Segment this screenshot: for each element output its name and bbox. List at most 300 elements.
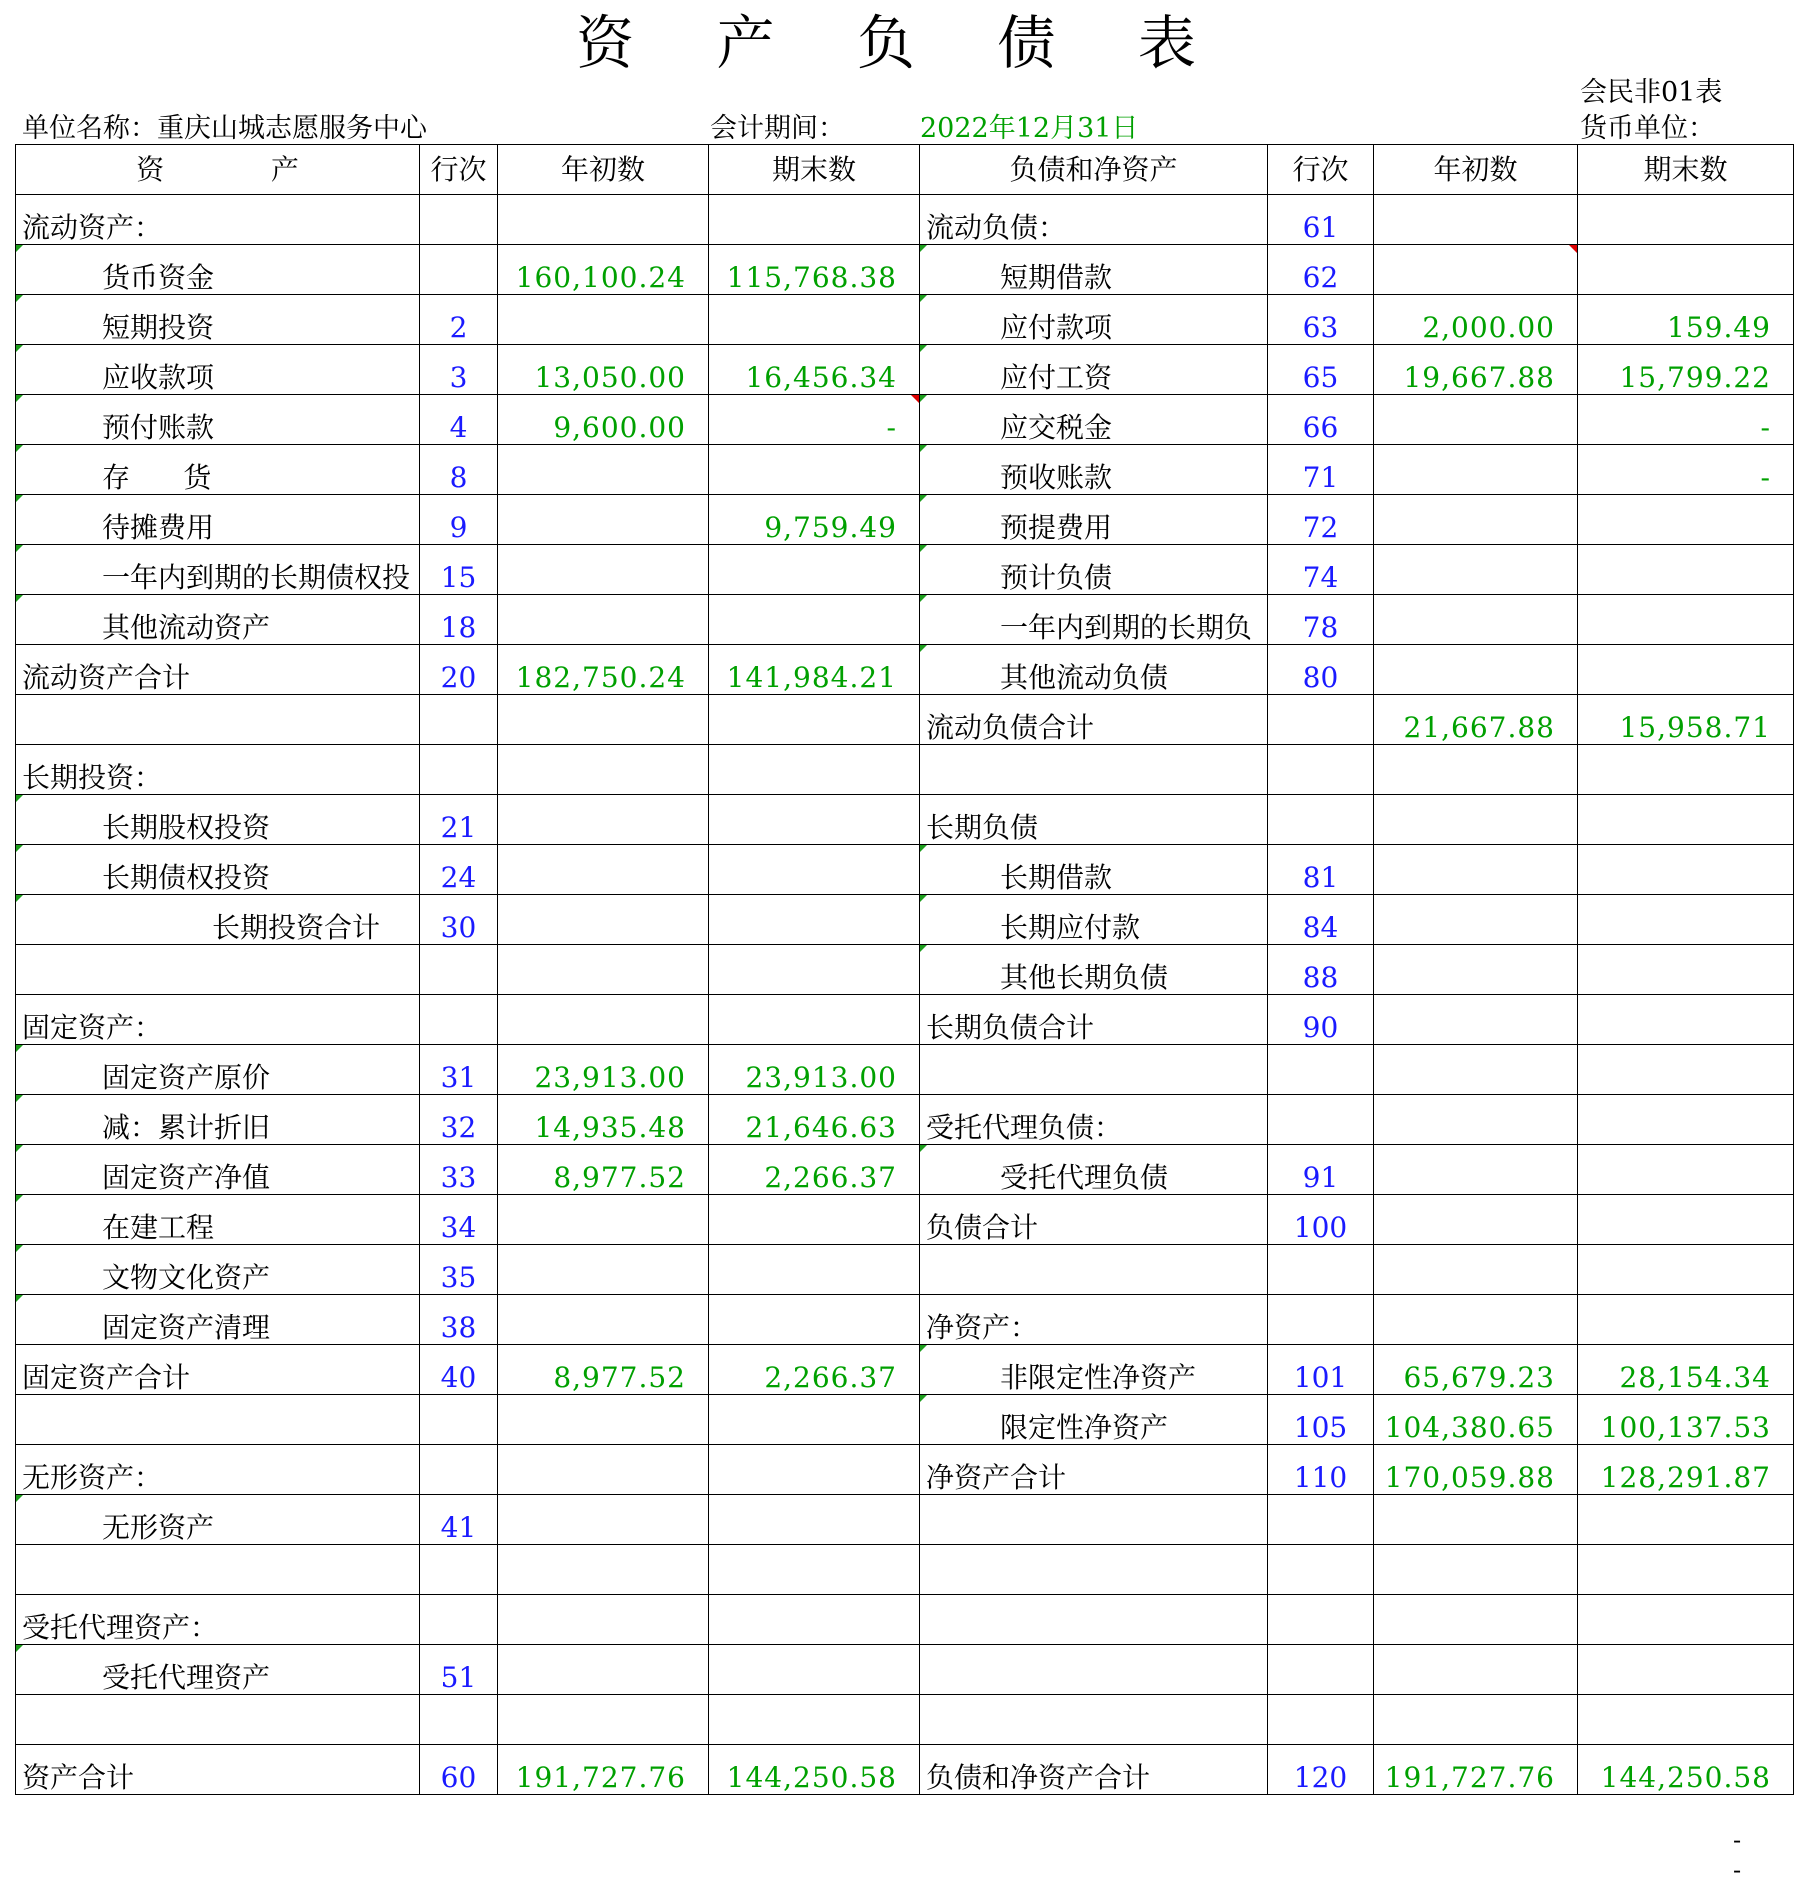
asset-row-no: 32 (420, 1095, 498, 1145)
header-begin: 年初数 (498, 145, 709, 195)
asset-label: 应收款项 (16, 345, 420, 395)
liability-begin-value (1374, 1545, 1578, 1595)
asset-begin-value: 13,050.00 (498, 345, 709, 395)
asset-end-value (709, 795, 920, 845)
asset-label (16, 1545, 420, 1595)
unit-name: 单位名称：重庆山城志愿服务中心 (22, 113, 427, 144)
asset-label: 长期债权投资 (16, 845, 420, 895)
asset-row-no (420, 695, 498, 745)
table-row (16, 1095, 1794, 1145)
asset-label: 无形资产： (16, 1445, 420, 1495)
header-end: 期末数 (709, 145, 920, 195)
asset-row-no: 4 (420, 395, 498, 445)
table-row (16, 995, 1794, 1045)
liability-end-value (1578, 1495, 1794, 1545)
liability-label: 预收账款 (920, 445, 1268, 495)
asset-begin-value (498, 445, 709, 495)
asset-label: 其他流动资产 (16, 595, 420, 645)
asset-end-value: 144,250.58 (709, 1745, 920, 1795)
asset-end-value: - (709, 395, 920, 445)
form-code: 会民非01表 (1580, 77, 1723, 108)
asset-row-no: 15 (420, 545, 498, 595)
asset-row-no: 3 (420, 345, 498, 395)
liability-begin-value (1374, 1245, 1578, 1295)
table-row (16, 595, 1794, 645)
header-row-no: 行次 (420, 145, 498, 195)
asset-row-no (420, 1545, 498, 1595)
liability-row-no (1268, 795, 1374, 845)
liability-begin-value (1374, 1695, 1578, 1745)
table-row (16, 1245, 1794, 1295)
asset-label: 长期投资合计 (16, 895, 420, 945)
asset-end-value (709, 1445, 920, 1495)
asset-begin-value: 8,977.52 (498, 1145, 709, 1195)
asset-begin-value (498, 1695, 709, 1745)
asset-row-no (420, 195, 498, 245)
asset-begin-value (498, 1545, 709, 1595)
liability-end-value (1578, 1695, 1794, 1745)
liability-label: 净资产合计 (920, 1445, 1268, 1495)
liability-begin-value (1374, 1495, 1578, 1545)
liability-end-value (1578, 1645, 1794, 1695)
asset-begin-value (498, 495, 709, 545)
table-row (16, 645, 1794, 695)
page-title: 资 产 负 债 表 (576, 9, 1228, 77)
liability-row-no: 105 (1268, 1395, 1374, 1445)
liability-label (920, 1645, 1268, 1695)
asset-begin-value: 8,977.52 (498, 1345, 709, 1395)
asset-end-value (709, 995, 920, 1045)
liability-end-value (1578, 1295, 1794, 1345)
asset-begin-value (498, 1495, 709, 1545)
liability-begin-value (1374, 645, 1578, 695)
asset-label: 一年内到期的长期债权投 (16, 545, 420, 595)
liability-label: 其他长期负债 (920, 945, 1268, 995)
asset-end-value (709, 695, 920, 745)
trailing-dash: - (1733, 1856, 1742, 1884)
liability-begin-value (1374, 895, 1578, 945)
asset-end-value: 141,984.21 (709, 645, 920, 695)
asset-begin-value (498, 695, 709, 745)
asset-label: 货币资金 (16, 245, 420, 295)
liability-end-value (1578, 645, 1794, 695)
liability-end-value (1578, 995, 1794, 1045)
asset-row-no: 20 (420, 645, 498, 695)
liability-label: 流动负债合计 (920, 695, 1268, 745)
liability-row-no: 88 (1268, 945, 1374, 995)
liability-begin-value: 2,000.00 (1374, 295, 1578, 345)
asset-begin-value: 23,913.00 (498, 1045, 709, 1095)
asset-label: 长期股权投资 (16, 795, 420, 845)
asset-end-value (709, 195, 920, 245)
period-value: 2022年12月31日 (920, 113, 1139, 144)
liability-row-no: 84 (1268, 895, 1374, 945)
asset-label: 在建工程 (16, 1195, 420, 1245)
liability-label: 预提费用 (920, 495, 1268, 545)
asset-begin-value (498, 1245, 709, 1295)
asset-end-value (709, 945, 920, 995)
liability-label: 负债和净资产合计 (920, 1745, 1268, 1795)
liability-end-value: 15,799.22 (1578, 345, 1794, 395)
asset-row-no: 31 (420, 1045, 498, 1095)
liability-label: 短期借款 (920, 245, 1268, 295)
liability-end-value (1578, 745, 1794, 795)
asset-row-no: 35 (420, 1245, 498, 1295)
liability-row-no: 66 (1268, 395, 1374, 445)
asset-row-no: 21 (420, 795, 498, 845)
table-row (16, 845, 1794, 895)
asset-end-value (709, 295, 920, 345)
liability-begin-value (1374, 595, 1578, 645)
liability-begin-value: 65,679.23 (1374, 1345, 1578, 1395)
liability-label (920, 1545, 1268, 1595)
liability-end-value: - (1578, 445, 1794, 495)
liability-row-no: 120 (1268, 1745, 1374, 1795)
header-row-no-2: 行次 (1268, 145, 1374, 195)
liability-label: 净资产： (920, 1295, 1268, 1345)
asset-end-value (709, 1695, 920, 1745)
asset-begin-value: 182,750.24 (498, 645, 709, 695)
liability-row-no: 72 (1268, 495, 1374, 545)
liability-begin-value (1374, 245, 1578, 295)
liability-label (920, 1595, 1268, 1645)
liability-label: 非限定性净资产 (920, 1345, 1268, 1395)
asset-row-no (420, 1445, 498, 1495)
liability-label: 长期应付款 (920, 895, 1268, 945)
asset-end-value: 9,759.49 (709, 495, 920, 545)
asset-label: 受托代理资产： (16, 1595, 420, 1645)
asset-row-no: 34 (420, 1195, 498, 1245)
trailing-dash: - (1733, 1826, 1742, 1854)
liability-row-no (1268, 1495, 1374, 1545)
asset-row-no: 8 (420, 445, 498, 495)
liability-row-no: 101 (1268, 1345, 1374, 1395)
asset-end-value (709, 1595, 920, 1645)
liability-row-no (1268, 1645, 1374, 1695)
liability-begin-value (1374, 995, 1578, 1045)
table-row (16, 195, 1794, 245)
table-row (16, 445, 1794, 495)
liability-row-no: 61 (1268, 195, 1374, 245)
liability-label: 预计负债 (920, 545, 1268, 595)
table-row (16, 695, 1794, 745)
asset-label: 受托代理资产 (16, 1645, 420, 1695)
liability-end-value: 28,154.34 (1578, 1345, 1794, 1395)
asset-begin-value (498, 845, 709, 895)
asset-begin-value (498, 895, 709, 945)
table-row (16, 1545, 1794, 1595)
liability-row-no: 63 (1268, 295, 1374, 345)
liability-label: 应付工资 (920, 345, 1268, 395)
liability-end-value (1578, 1195, 1794, 1245)
header-assets: 资 产 (16, 145, 420, 195)
liability-row-no: 74 (1268, 545, 1374, 595)
liability-begin-value (1374, 395, 1578, 445)
asset-end-value: 2,266.37 (709, 1145, 920, 1195)
liability-label (920, 1045, 1268, 1095)
table-row (16, 545, 1794, 595)
table-row (16, 895, 1794, 945)
liability-end-value (1578, 495, 1794, 545)
asset-label: 文物文化资产 (16, 1245, 420, 1295)
table-row (16, 1195, 1794, 1245)
asset-end-value (709, 1195, 920, 1245)
table-row (16, 495, 1794, 545)
liability-end-value (1578, 795, 1794, 845)
liability-end-value (1578, 245, 1794, 295)
asset-row-no (420, 745, 498, 795)
asset-end-value (709, 1395, 920, 1445)
liability-begin-value (1374, 1645, 1578, 1695)
liability-end-value (1578, 1145, 1794, 1195)
liability-begin-value: 191,727.76 (1374, 1745, 1578, 1795)
liability-end-value (1578, 1545, 1794, 1595)
asset-label: 固定资产合计 (16, 1345, 420, 1395)
liability-row-no: 91 (1268, 1145, 1374, 1195)
liability-begin-value (1374, 795, 1578, 845)
liability-begin-value (1374, 1195, 1578, 1245)
liability-label: 受托代理负债： (920, 1095, 1268, 1145)
table-row (16, 295, 1794, 345)
liability-end-value (1578, 895, 1794, 945)
asset-row-no: 38 (420, 1295, 498, 1345)
liability-label: 应付款项 (920, 295, 1268, 345)
asset-label: 待摊费用 (16, 495, 420, 545)
liability-label: 受托代理负债 (920, 1145, 1268, 1195)
asset-label: 短期投资 (16, 295, 420, 345)
liability-end-value (1578, 845, 1794, 895)
liability-end-value: 128,291.87 (1578, 1445, 1794, 1495)
asset-row-no: 41 (420, 1495, 498, 1545)
asset-end-value (709, 895, 920, 945)
header-row (16, 145, 1794, 195)
asset-end-value (709, 1295, 920, 1345)
asset-row-no (420, 945, 498, 995)
asset-begin-value: 160,100.24 (498, 245, 709, 295)
liability-row-no (1268, 1545, 1374, 1595)
asset-end-value (709, 845, 920, 895)
asset-begin-value (498, 1295, 709, 1345)
table-row (16, 1445, 1794, 1495)
balance-sheet-table (15, 144, 1794, 1795)
liability-end-value: 15,958.71 (1578, 695, 1794, 745)
liability-end-value (1578, 195, 1794, 245)
header-begin-2: 年初数 (1374, 145, 1578, 195)
asset-row-no: 51 (420, 1645, 498, 1695)
asset-label: 资产合计 (16, 1745, 420, 1795)
liability-row-no: 65 (1268, 345, 1374, 395)
asset-begin-value (498, 745, 709, 795)
liability-label: 限定性净资产 (920, 1395, 1268, 1445)
asset-end-value: 23,913.00 (709, 1045, 920, 1095)
asset-label (16, 1395, 420, 1445)
asset-row-no (420, 1695, 498, 1745)
liability-row-no: 78 (1268, 595, 1374, 645)
liability-row-no (1268, 1295, 1374, 1345)
liability-begin-value (1374, 845, 1578, 895)
liability-label: 其他流动负债 (920, 645, 1268, 695)
currency-unit-label: 货币单位： (1580, 113, 1715, 144)
asset-begin-value (498, 1645, 709, 1695)
liability-end-value (1578, 1095, 1794, 1145)
asset-end-value (709, 1245, 920, 1295)
asset-label: 长期投资： (16, 745, 420, 795)
asset-end-value (709, 1545, 920, 1595)
asset-label: 流动资产： (16, 195, 420, 245)
asset-begin-value (498, 545, 709, 595)
liability-begin-value (1374, 1295, 1578, 1345)
asset-begin-value (498, 1195, 709, 1245)
asset-end-value (709, 1645, 920, 1695)
table-row (16, 945, 1794, 995)
liability-end-value (1578, 595, 1794, 645)
asset-row-no: 60 (420, 1745, 498, 1795)
asset-row-no: 40 (420, 1345, 498, 1395)
asset-row-no (420, 1595, 498, 1645)
liability-row-no (1268, 1095, 1374, 1145)
liability-end-value (1578, 945, 1794, 995)
asset-row-no (420, 1395, 498, 1445)
liability-row-no (1268, 695, 1374, 745)
liability-label: 长期负债 (920, 795, 1268, 845)
liability-row-no: 110 (1268, 1445, 1374, 1495)
table-row (16, 745, 1794, 795)
asset-label (16, 695, 420, 745)
table-row (16, 345, 1794, 395)
liability-end-value (1578, 1245, 1794, 1295)
asset-end-value (709, 445, 920, 495)
asset-label: 减：累计折旧 (16, 1095, 420, 1145)
liability-row-no: 100 (1268, 1195, 1374, 1245)
asset-label: 固定资产： (16, 995, 420, 1045)
table-row (16, 1495, 1794, 1545)
asset-end-value (709, 745, 920, 795)
asset-begin-value: 191,727.76 (498, 1745, 709, 1795)
asset-row-no: 18 (420, 595, 498, 645)
asset-begin-value (498, 195, 709, 245)
asset-begin-value: 9,600.00 (498, 395, 709, 445)
liability-begin-value: 104,380.65 (1374, 1395, 1578, 1445)
liability-end-value (1578, 545, 1794, 595)
liability-label (920, 1495, 1268, 1545)
liability-label: 负债合计 (920, 1195, 1268, 1245)
asset-end-value (709, 1495, 920, 1545)
table-row (16, 1645, 1794, 1695)
asset-end-value: 21,646.63 (709, 1095, 920, 1145)
asset-begin-value (498, 1445, 709, 1495)
asset-begin-value (498, 995, 709, 1045)
liability-begin-value (1374, 745, 1578, 795)
liability-label (920, 745, 1268, 795)
asset-row-no (420, 245, 498, 295)
liability-label: 流动负债： (920, 195, 1268, 245)
liability-begin-value (1374, 445, 1578, 495)
liability-label: 一年内到期的长期负 (920, 595, 1268, 645)
liability-begin-value (1374, 945, 1578, 995)
liability-end-value (1578, 1045, 1794, 1095)
liability-end-value: 144,250.58 (1578, 1745, 1794, 1795)
asset-label: 固定资产净值 (16, 1145, 420, 1195)
liability-end-value: 159.49 (1578, 295, 1794, 345)
header-liabilities: 负债和净资产 (920, 145, 1268, 195)
liability-label: 应交税金 (920, 395, 1268, 445)
liability-row-no (1268, 1595, 1374, 1645)
header-end-2: 期末数 (1578, 145, 1794, 195)
liability-begin-value: 21,667.88 (1374, 695, 1578, 745)
asset-end-value: 2,266.37 (709, 1345, 920, 1395)
table-row (16, 1395, 1794, 1445)
asset-row-no: 9 (420, 495, 498, 545)
liability-row-no: 62 (1268, 245, 1374, 295)
table-row (16, 395, 1794, 445)
liability-row-no (1268, 1045, 1374, 1095)
asset-begin-value (498, 1395, 709, 1445)
liability-end-value: - (1578, 395, 1794, 445)
asset-label: 存 货 (16, 445, 420, 495)
liability-end-value (1578, 1595, 1794, 1645)
liability-row-no: 71 (1268, 445, 1374, 495)
liability-begin-value (1374, 495, 1578, 545)
asset-begin-value (498, 945, 709, 995)
asset-label (16, 945, 420, 995)
liability-begin-value (1374, 1045, 1578, 1095)
table-row (16, 1345, 1794, 1395)
liability-row-no (1268, 1245, 1374, 1295)
asset-row-no: 24 (420, 845, 498, 895)
asset-begin-value (498, 1595, 709, 1645)
liability-row-no: 90 (1268, 995, 1374, 1045)
liability-label: 长期负债合计 (920, 995, 1268, 1045)
asset-row-no: 33 (420, 1145, 498, 1195)
asset-row-no (420, 995, 498, 1045)
table-row (16, 245, 1794, 295)
asset-row-no: 30 (420, 895, 498, 945)
asset-label: 固定资产原价 (16, 1045, 420, 1095)
liability-begin-value (1374, 1595, 1578, 1645)
liability-row-no: 80 (1268, 645, 1374, 695)
asset-begin-value: 14,935.48 (498, 1095, 709, 1145)
table-row (16, 1045, 1794, 1095)
asset-begin-value (498, 795, 709, 845)
asset-label (16, 1695, 420, 1745)
table-row (16, 1695, 1794, 1745)
table-row (16, 1745, 1794, 1795)
table-row (16, 795, 1794, 845)
period-label: 会计期间： (710, 113, 845, 144)
liability-row-no: 81 (1268, 845, 1374, 895)
table-row (16, 1295, 1794, 1345)
liability-row-no (1268, 1695, 1374, 1745)
liability-end-value: 100,137.53 (1578, 1395, 1794, 1445)
table-row (16, 1145, 1794, 1195)
asset-end-value (709, 545, 920, 595)
liability-label: 长期借款 (920, 845, 1268, 895)
asset-label: 固定资产清理 (16, 1295, 420, 1345)
liability-label (920, 1695, 1268, 1745)
liability-label (920, 1245, 1268, 1295)
asset-begin-value (498, 295, 709, 345)
asset-label: 流动资产合计 (16, 645, 420, 695)
liability-begin-value: 170,059.88 (1374, 1445, 1578, 1495)
asset-row-no: 2 (420, 295, 498, 345)
liability-begin-value (1374, 1095, 1578, 1145)
asset-end-value: 115,768.38 (709, 245, 920, 295)
liability-begin-value (1374, 545, 1578, 595)
asset-label: 无形资产 (16, 1495, 420, 1545)
table-row (16, 1595, 1794, 1645)
asset-begin-value (498, 595, 709, 645)
asset-label: 预付账款 (16, 395, 420, 445)
